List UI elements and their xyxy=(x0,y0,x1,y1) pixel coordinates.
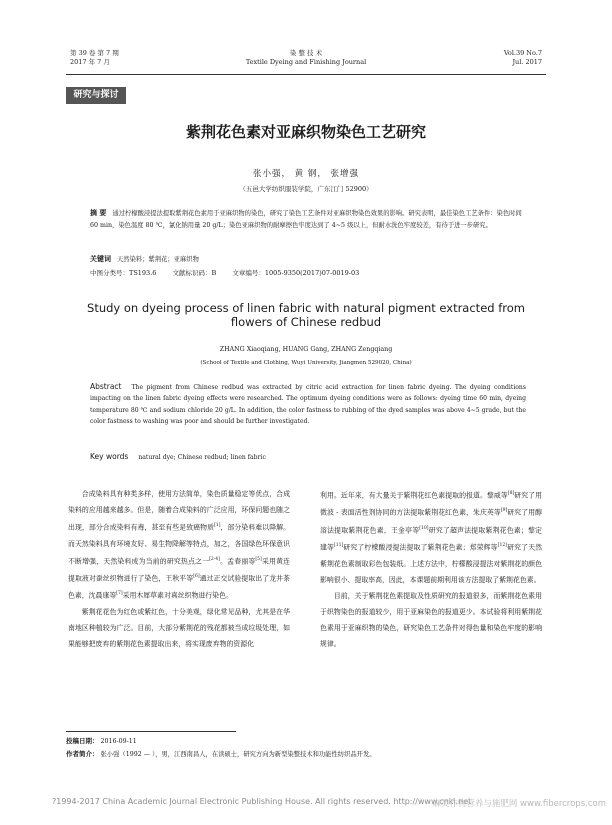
keywords-cn-text: 天然染料；紫荆花；亚麻织物 xyxy=(117,256,199,263)
footnote-rule xyxy=(66,731,236,732)
volume-issue-cn: 第 39 卷 第 7 期 xyxy=(70,49,119,57)
body-column-left xyxy=(68,486,290,652)
received-label: 投稿日期： xyxy=(66,737,99,745)
paragraph: 紫荆花花色为红色或紫红色，十分美观，绿化常见品种，尤其是在华南地区种植较为广泛。目前，大部分紫荆花的残花都被当成垃圾处理，如果能够把废弃的紫荆花色素提取出来，将实现废弃物的资源化 xyxy=(68,607,290,649)
watermark: 麻类作物营养与施肥网 www.fibercrops.com xyxy=(432,799,606,809)
volume-issue-en: Vol.39 No.7 xyxy=(503,49,542,57)
abstract-en xyxy=(90,381,526,427)
paragraph: 目前，关于紫荆花色素提取及性质研究的报道很多，而紫荆花色素用于织物染色的报道较少，用于亚麻染色的报道更少。本试验将利用紫荆花色素用于亚麻织物的染色，研究染色工艺条件对得色量和染色牢度的影响规律。 xyxy=(320,591,542,649)
paragraph: 利用。近年来，有大量关于紫荆花红色素提取的报道。黎威等[8]研究了用微波 - 表面活性剂协同的方法提取紫荆花红色素，朱庆英等[9]研究了用醇溶法提取紫荆花色素，王金亭等[10]研究了超声法提取紫荆花色素；黎定建等[11]研究了柠檬酸浸提法提取了紫荆花色素；郑荣辉等[12]研究了天然紫荆花色素制取彩色包装纸。上述方法中，柠檬酸浸提法对紫荆花的颜色影响很小、提取率高，因此，本课题前期利用该方法提取了紫荆花色素。 xyxy=(320,491,543,584)
citation: [10] xyxy=(419,525,429,531)
keywords-cn-label: 关键词 xyxy=(90,255,111,263)
article-number: 文章编号：1005-9350(2017)07-0019-03 xyxy=(232,269,360,277)
author-bio-label: 作者简介： xyxy=(66,750,99,758)
citation: [1] xyxy=(214,523,221,529)
running-header-left xyxy=(70,49,119,67)
keywords-en xyxy=(90,452,526,462)
section-tag: 研究与探讨 xyxy=(66,87,126,104)
paragraph: 合成染料具有种类多样，使用方法简单，染色质量稳定等优点，合成染料的应用越来越多。但是，随着合成染料的广泛应用，环保问题也随之出现，部分合成染料有毒，甚至有些是致癌物质[1]，部分染料难以降解。而天然染料具有环境友好、易生物降解等特点，加之，各国绿色环保意识不断增强，天然染料成为当前的研究热点之一[2-4]。孟春丽等[5]采用黄连提取液对蚕丝织物进行了染色，王秋平等[6]通过正交试验提取出了龙井茶色素，沈晨康等[7]采用木犀草素对真丝织物进行染色。 xyxy=(68,490,291,600)
citation: [2-4] xyxy=(209,556,220,562)
keywords-cn xyxy=(90,255,526,264)
abstract-cn-text: 通过柠檬酸浸提法提取紫荆花色素用于亚麻织物的染色，研究了染色工艺条件对亚麻织物染色效果的影响。研究表明，最佳染色工艺条件：染色时间 60 min，染色温度 80 ℃，氯化钠用量 20 g/L；染色亚麻织物的耐摩擦色牢度达到了 4~5 级以上，但耐水洗色牢度较差，有待于进一步研究。 xyxy=(90,210,522,229)
footnote-author xyxy=(66,750,546,759)
journal-name-en: Textile Dyeing and Finishing Journal xyxy=(245,58,367,66)
document-code: 文献标识码：B xyxy=(172,269,217,277)
classification-line xyxy=(90,269,526,278)
citation: [11] xyxy=(334,543,344,549)
citation: [6] xyxy=(193,574,200,580)
journal-name-cn: 染 整 技 术 xyxy=(289,49,323,57)
abstract-en-text: The pigment from Chinese redbud was extracted by citric acid extraction for linen fabric dyeing. The dyeing conditions impacting on the linen fabric dyeing effects were researched. The optimum dyeing conditions were as follows: dyeing time 60 min, dyeing temperature 80 ℃ and sodium chloride 20 g/L. In addition, the color fastness to rubbing of the dyed samples was above 4~5 grade, but the color fastness to washing was poor and should be further investigated. xyxy=(90,384,526,425)
affiliation-en: (School of Textile and Clothing, Wuyi University, Jiangmen 529020, China) xyxy=(200,360,412,366)
citation: [7] xyxy=(116,591,123,597)
date-en: Jul. 2017 xyxy=(512,58,542,66)
copyright-line: ?1994-2017 China Academic Journal Electronic Publishing House. All rights reserved. http://www.cnki.net xyxy=(52,797,472,806)
body-column-right xyxy=(320,486,542,652)
citation: [12] xyxy=(497,543,507,549)
abstract-cn xyxy=(90,208,526,231)
keywords-en-label: Key words xyxy=(90,452,129,461)
abstract-cn-label: 摘 要 xyxy=(90,209,107,217)
citation: [8] xyxy=(507,491,515,496)
authors-cn: 张小强， 黄 钢， 张增强 xyxy=(252,169,360,179)
keywords-en-text: natural dye; Chinese redbud; linen fabric xyxy=(138,454,266,461)
affiliation-cn: （五邑大学纺织服装学院，广东江门 52900） xyxy=(239,185,373,193)
footnote-received xyxy=(66,737,546,746)
authors-en: ZHANG Xiaoqiang, HUANG Gang, ZHANG Zengqiang xyxy=(219,346,393,353)
header-rule xyxy=(66,74,546,75)
author-bio: 张小强（1992 — ），男，江西南昌人，在读硕士，研究方向为新型染整技术和功能性纺织品开发。 xyxy=(100,751,376,758)
citation: [9] xyxy=(500,508,508,514)
citation: [5] xyxy=(255,556,262,562)
title-en: Study on dyeing process of linen fabric with natural pigment extracted from flowers of Chinese redbud xyxy=(87,301,525,329)
abstract-en-label: Abstract xyxy=(90,382,122,391)
running-header-center xyxy=(180,49,432,67)
clc-number: 中图分类号：TS193.6 xyxy=(90,269,157,277)
running-header-right xyxy=(504,49,542,67)
title-cn: 紫荆花色素对亚麻织物染色工艺研究 xyxy=(185,123,426,141)
date-cn: 2017 年 7 月 xyxy=(70,58,110,66)
received-date: 2016-09-11 xyxy=(100,738,137,745)
